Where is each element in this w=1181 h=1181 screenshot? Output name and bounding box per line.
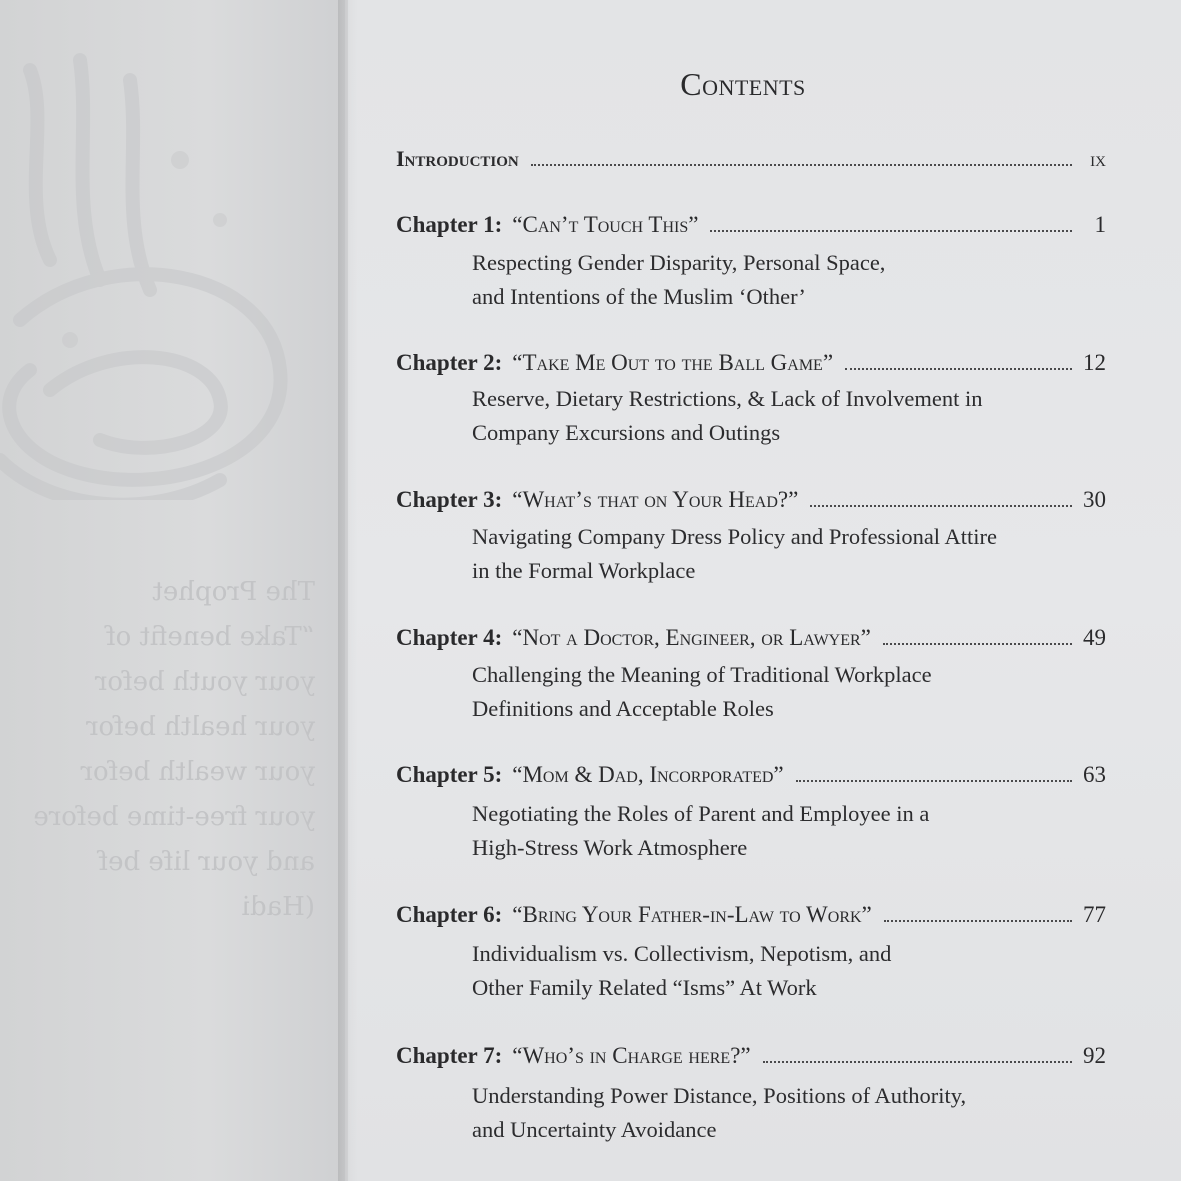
chapter-title: “Can’t Touch This” [512,212,699,237]
subtitle-line: Company Excursions and Outings [472,420,781,445]
page-number: ix [1090,147,1106,171]
chapter-subtitle [472,658,1072,726]
contents-heading: Contents [680,66,806,102]
bleed-line: your youth befor [94,667,315,697]
bleed-line: “Take benefit of [105,622,315,652]
page-number: 92 [1083,1043,1106,1068]
toc-entry-chapter-7[interactable] [396,1043,1106,1069]
chapter-subtitle [472,937,1072,1005]
subtitle-line: and Intentions of the Muslim ‘Other’ [472,284,806,309]
chapter-title: “Take Me Out to the Ball Game” [512,350,834,375]
chapter-label: Chapter 3: [396,487,503,512]
toc-entry-chapter-4[interactable] [396,625,1106,651]
page-number: 49 [1083,625,1106,650]
subtitle-line: Other Family Related “Isms” At Work [472,975,817,1000]
subtitle-line: and Uncertainty Avoidance [472,1117,717,1142]
chapter-label: Chapter 6: [396,902,503,927]
chapter-subtitle [472,246,1072,314]
toc-entry-chapter-1[interactable] [396,212,1106,238]
dot-leader [710,230,1072,232]
dot-leader [796,780,1072,782]
bleed-line: your wealth befor [80,757,315,787]
dot-leader [763,1061,1072,1063]
subtitle-line: Respecting Gender Disparity, Personal Space, [472,250,886,275]
toc-entry-introduction[interactable] [396,146,1106,172]
introduction-label: Introduction [396,146,519,171]
chapter-subtitle [472,1079,1072,1147]
dot-leader [810,505,1072,507]
toc-entry-chapter-5[interactable] [396,762,1106,788]
bleed-line: and your life bef [98,847,315,877]
chapter-label: Chapter 5: [396,762,503,787]
bleed-through-text [0,570,345,930]
bleed-line: (Hadi [241,892,315,922]
chapter-label: Chapter 1: [396,212,503,237]
dot-leader [884,920,1072,922]
subtitle-line: Navigating Company Dress Policy and Professional Attire [472,524,997,549]
dot-leader [845,368,1072,370]
left-page [0,0,345,1181]
calligraphy-seal-image [0,40,310,500]
bleed-line: your health befor [86,712,315,742]
book-gutter [338,0,358,1181]
page-number: 1 [1094,212,1106,237]
chapter-title: “Bring Your Father-in-Law to Work” [512,902,872,927]
subtitle-line: High-Stress Work Atmosphere [472,835,748,860]
subtitle-line: in the Formal Workplace [472,558,696,583]
subtitle-line: Challenging the Meaning of Traditional Workplace [472,662,932,687]
chapter-label: Chapter 4: [396,625,503,650]
chapter-subtitle [472,382,1072,450]
bleed-line: The Prophet [152,577,315,607]
chapter-title: “Mom & Dad, Incorporated” [512,762,784,787]
subtitle-line: Reserve, Dietary Restrictions, & Lack of Involvement in [472,386,983,411]
toc-entry-chapter-3[interactable] [396,487,1106,513]
toc-entry-chapter-2[interactable] [396,350,1106,376]
toc-entry-chapter-6[interactable] [396,902,1106,928]
chapter-subtitle [472,797,1072,865]
page-number: 63 [1083,762,1106,787]
subtitle-line: Understanding Power Distance, Positions of Authority, [472,1083,967,1108]
page-number: 30 [1083,487,1106,512]
page-number: 77 [1083,902,1106,927]
subtitle-line: Individualism vs. Collectivism, Nepotism, and [472,941,892,966]
subtitle-line: Definitions and Acceptable Roles [472,696,774,721]
chapter-title: “Not a Doctor, Engineer, or Lawyer” [512,625,871,650]
chapter-title: “What’s that on Your Head?” [512,487,799,512]
dot-leader [531,164,1072,166]
bleed-line: your free-time before [33,802,315,832]
chapter-subtitle [472,520,1072,588]
chapter-label: Chapter 7: [396,1043,503,1068]
chapter-label: Chapter 2: [396,350,503,375]
page-number: 12 [1083,350,1106,375]
subtitle-line: Negotiating the Roles of Parent and Employee in a [472,801,930,826]
dot-leader [883,643,1072,645]
chapter-title: “Who’s in Charge here?” [512,1043,751,1068]
